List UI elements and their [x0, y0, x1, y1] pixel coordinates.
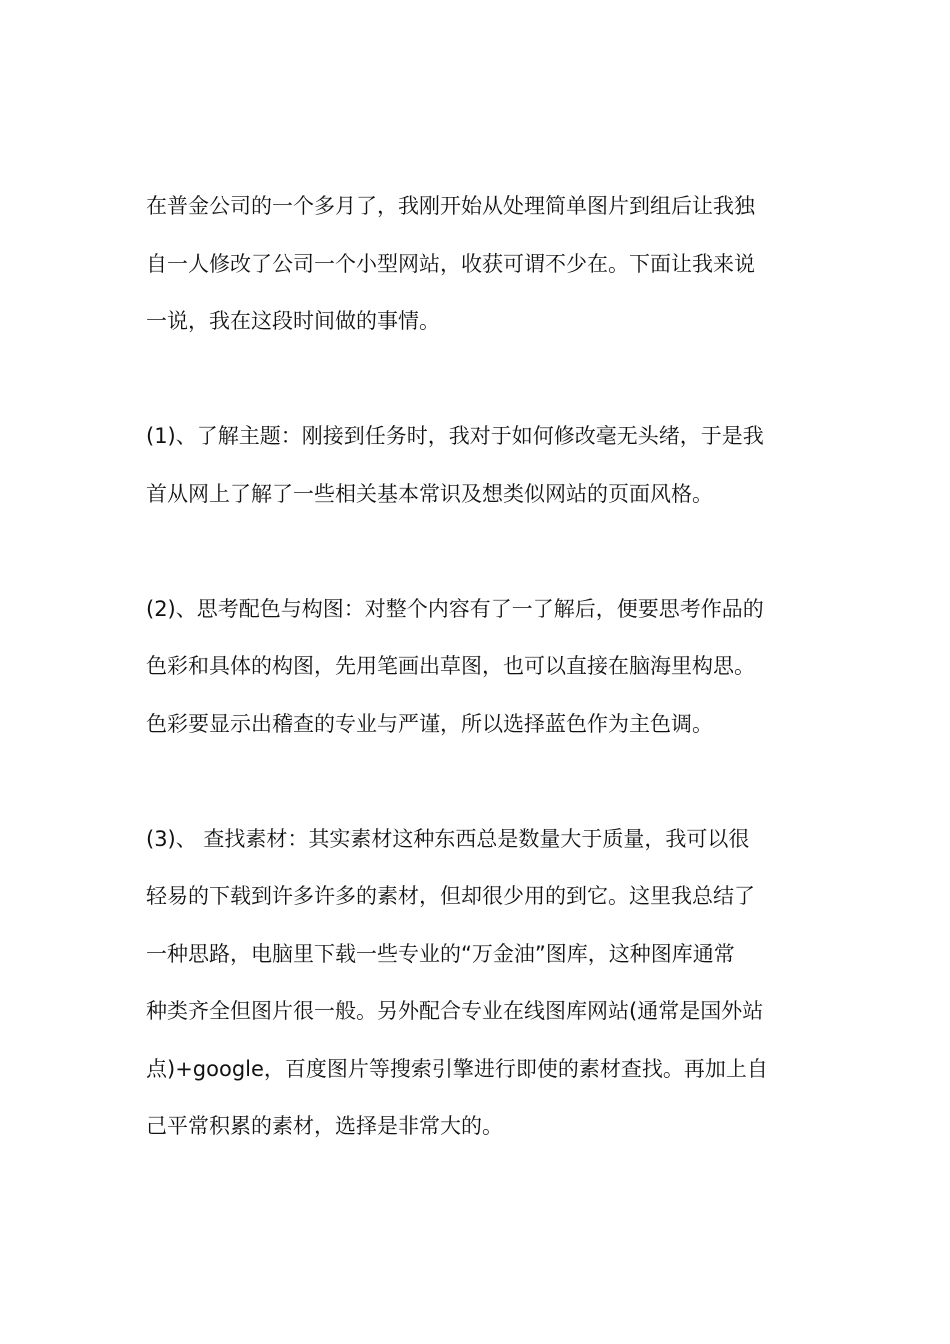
- text-line: 种类齐全但图片很一般。另外配合专业在线图库网站(通常是国外站: [146, 999, 764, 1023]
- text-line: (2)、思考配色与构图：对整个内容有了一了解后，便要思考作品的: [146, 596, 764, 621]
- document-body: [146, 178, 808, 1213]
- paragraph-step-1: [146, 408, 808, 523]
- text-line: 在普金公司的一个多月了，我刚开始从处理简单图片到组后让我独: [146, 194, 755, 218]
- text-line: 点)+google，百度图片等搜索引擎进行即使的素材查找。再加上自: [146, 1056, 768, 1081]
- text-line: 首从网上了解了一些相关基本常识及想类似网站的页面风格。: [146, 481, 713, 506]
- text-line: 自一人修改了公司一个小型网站，收获可谓不少在。下面让我来说: [146, 251, 755, 276]
- text-line: 己平常积累的素材，选择是非常大的。: [146, 1114, 503, 1138]
- paragraph-intro: [146, 178, 808, 351]
- text-line: 一种思路，电脑里下载一些专业的“万金油”图库，这种图库通常: [146, 941, 735, 966]
- paragraph-step-2: [146, 581, 808, 754]
- text-line: 一说，我在这段时间做的事情。: [146, 309, 440, 333]
- paragraph-step-3: [146, 811, 808, 1156]
- text-line: (3)、 查找素材：其实素材这种东西总是数量大于质量，我可以很: [146, 826, 750, 851]
- text-line: 轻易的下载到许多许多的素材，但却很少用的到它。这里我总结了: [146, 884, 755, 908]
- text-line: 色彩要显示出稽查的专业与严谨，所以选择蓝色作为主色调。: [146, 711, 713, 736]
- text-line: 色彩和具体的构图，先用笔画出草图，也可以直接在脑海里构思。: [146, 654, 755, 678]
- text-line: (1)、了解主题：刚接到任务时，我对于如何修改毫无头绪，于是我: [146, 424, 764, 448]
